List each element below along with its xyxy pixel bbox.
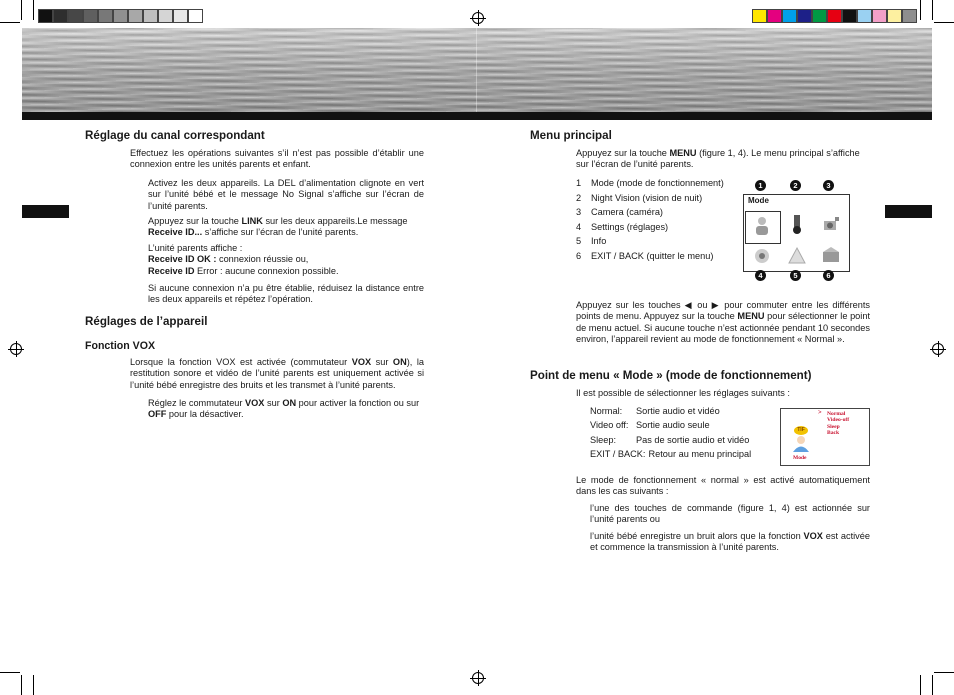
figure-mode-label: Mode	[748, 196, 769, 205]
section-title-mode: Point de menu « Mode » (mode de fonctionnement)	[530, 369, 812, 382]
page-fold	[476, 28, 477, 112]
gray-swatch-2	[53, 9, 68, 23]
menu-item-number: 6	[576, 251, 582, 261]
menu-list-item	[576, 193, 702, 204]
mode-setting-label: Normal:	[590, 406, 623, 416]
registration-mark-right	[932, 343, 944, 355]
screen-menu-option: Normal	[827, 411, 846, 417]
channel-intro: Effectuez les opérations suivantes s’il n’est pas possible d’établir une connexion entre les unités parents et enfant.	[130, 148, 424, 170]
mode-setting-item	[590, 435, 749, 446]
channel-step-2: Appuyez sur la touche LINK sur les deux appareils.Le message Receive ID... s’affiche sur l’écran de l’unité parents.	[148, 216, 408, 238]
menu-item-text: Info	[591, 236, 607, 247]
figure-number-4: 4	[755, 270, 766, 281]
color-swatch-7	[842, 9, 857, 23]
menu-item-text: Camera (caméra)	[591, 207, 663, 218]
mode-icon	[751, 215, 773, 237]
mode-intro: Il est possible de sélectionner les réglages suivants :	[576, 388, 790, 398]
night-vision-icon	[786, 213, 808, 235]
info-icon	[786, 245, 808, 267]
color-swatch-10	[887, 9, 902, 23]
mode-setting-label: EXIT / BACK:	[590, 449, 646, 460]
screen-badge: TIF	[794, 426, 808, 435]
mode-setting-label: Video off:	[590, 420, 629, 431]
color-swatch-5	[812, 9, 827, 23]
main-menu-navigation: Appuyez sur les touches ◀ ou ▶ pour commuter entre les différents points de menu. Appuyez sur la touche MENU pour sélectionner le point de menu actuel. Si aucune touche n’est actionnée pendant 10 secondes environ, l’appareil revient au mode de fonctionnement « Normal ».	[576, 300, 870, 345]
left-arrow-icon: ◀	[684, 300, 694, 310]
mode-setting-text: Sortie audio seule	[636, 420, 710, 431]
mode-setting-text: Retour au menu principal	[648, 449, 752, 460]
left-page-tab	[22, 205, 69, 218]
mode-setting-item	[590, 406, 720, 417]
menu-item-text: Mode (mode de fonctionnement)	[591, 178, 724, 188]
auto-case-1: l’une des touches de commande (figure 1, 4) est actionnée sur l’unité parents ou	[590, 503, 870, 525]
mode-setting-label: Sleep:	[590, 434, 617, 445]
channel-step-4: Si aucune connexion n’a pu être établie, réduisez la distance entre les deux appareils et répétez l’opération.	[148, 283, 424, 305]
color-swatch-1	[752, 9, 767, 23]
registration-mark-bottom	[472, 672, 484, 684]
color-swatch-4	[797, 9, 812, 23]
mode-setting-item	[590, 420, 710, 431]
right-arrow-icon: ▶	[711, 300, 721, 310]
menu-item-text: Settings (réglages)	[591, 221, 669, 232]
color-swatch-11	[902, 9, 917, 23]
figure-number-2: 2	[790, 180, 801, 191]
figure-number-1: 1	[755, 180, 766, 191]
screen-menu-option: Video-off	[827, 417, 850, 424]
settings-icon	[751, 245, 773, 267]
color-swatch-6	[827, 9, 842, 23]
section-title-main-menu: Menu principal	[530, 129, 612, 142]
gray-swatch-8	[143, 9, 158, 23]
figure-number-6: 6	[823, 270, 834, 281]
right-page-tab	[885, 205, 932, 218]
menu-item-number: 3	[576, 207, 582, 218]
screen-menu-options	[827, 411, 849, 437]
baby-mode-icon	[790, 435, 812, 453]
gray-swatch-1	[38, 9, 53, 23]
grayscale-color-bar	[38, 9, 203, 23]
menu-item-text: Night Vision (vision de nuit)	[591, 192, 703, 203]
auto-normal-intro: Le mode de fonctionnement « normal » est activé automatiquement dans les cas suivants :	[576, 475, 870, 497]
figure-number-5: 5	[790, 270, 801, 281]
camera-icon	[820, 214, 842, 236]
gray-swatch-4	[83, 9, 98, 23]
header-band	[22, 28, 932, 112]
gray-swatch-6	[113, 9, 128, 23]
gray-swatch-3	[68, 9, 83, 23]
auto-case-2: l’unité bébé enregistre un bruit alors que la fonction VOX est activée et commence la transmission à l’unité parents.	[590, 531, 870, 553]
channel-step-1: Activez les deux appareils. La DEL d’alimentation clignote en vert sur l’unité bébé et le message No Signal s’affiche sur l’écran de l’unité parents.	[148, 178, 424, 211]
registration-mark-left	[10, 343, 22, 355]
gray-swatch-5	[98, 9, 113, 23]
mode-setting-text: Sortie audio et vidéo	[636, 406, 720, 416]
channel-step-3: L’unité parents affiche : Receive ID OK : connexion réussie ou, Receive ID Error : aucune connexion possible.	[148, 243, 339, 276]
color-swatch-2	[767, 9, 782, 23]
header-rule	[22, 112, 932, 120]
vox-switch-instruction: Réglez le commutateur VOX sur ON pour activer la fonction ou sur OFF pour la désactiver.	[148, 398, 420, 420]
mode-setting-item	[590, 449, 751, 460]
menu-list-item	[576, 178, 724, 189]
screen-menu-arrow: >	[818, 410, 822, 416]
menu-list-item	[576, 251, 713, 262]
menu-item-number: 2	[576, 192, 582, 203]
color-swatch-8	[857, 9, 872, 23]
menu-item-text: EXIT / BACK (quitter le menu)	[591, 251, 714, 261]
gray-swatch-9	[158, 9, 173, 23]
screen-menu-option: Back	[827, 430, 840, 437]
mode-setting-text: Pas de sortie audio et vidéo	[636, 434, 750, 445]
gray-swatch-7	[128, 9, 143, 23]
menu-item-number: 4	[576, 221, 582, 232]
gray-swatch-10	[173, 9, 188, 23]
section-title-settings: Réglages de l’appareil	[85, 315, 208, 328]
menu-item-number: 5	[576, 236, 582, 247]
process-color-bar	[752, 9, 917, 23]
subtitle-vox: Fonction VOX	[85, 340, 156, 352]
menu-list-item	[576, 207, 663, 218]
main-menu-intro: Appuyez sur la touche MENU (figure 1, 4). Le menu principal s’affiche sur l’écran de l’unité parents.	[576, 148, 860, 170]
registration-mark-top	[472, 12, 484, 24]
vox-description: Lorsque la fonction VOX est activée (commutateur VOX sur ON), la restitution sonore et vidéo de l’unité parents est uniquement activée si l’unité bébé enregistre des bruits et les transmet à l’unité parents.	[130, 357, 424, 390]
menu-list-item	[576, 236, 606, 247]
color-swatch-9	[872, 9, 887, 23]
screen-mode-label: Mode	[793, 455, 807, 461]
section-title-channel: Réglage du canal correspondant	[85, 129, 265, 142]
menu-list-item	[576, 222, 668, 233]
menu-item-number: 1	[576, 178, 582, 188]
screen-menu-option: Sleep	[827, 423, 840, 430]
figure-number-3: 3	[823, 180, 834, 191]
color-swatch-3	[782, 9, 797, 23]
gray-swatch-11	[188, 9, 203, 23]
exit-back-icon	[820, 245, 842, 267]
